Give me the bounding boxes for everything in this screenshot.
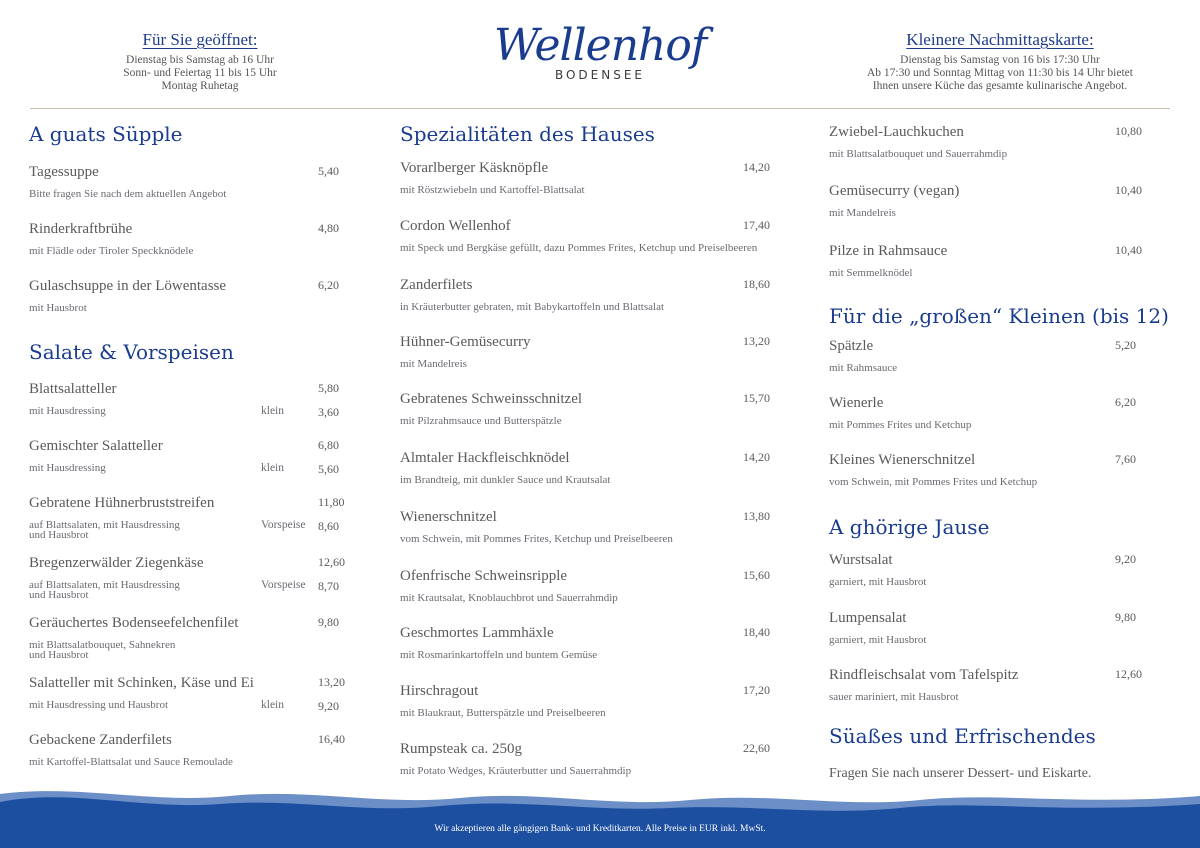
- menu-item-price: 6,20: [1115, 395, 1136, 409]
- afternoon-menu-line: Ihnen unsere Küche das gesamte kulinarische Angebot.: [872, 80, 1128, 92]
- menu-item-description: mit Mandelreis: [829, 207, 896, 219]
- menu-item-name: Pilze in Rahmsauce: [829, 243, 948, 259]
- menu-item-name: Cordon Wellenhof: [400, 218, 511, 234]
- menu-item-name: Wienerle: [829, 395, 884, 411]
- menu-item-name: Tagessuppe: [29, 164, 99, 180]
- menu-item-name: Hühner-Gemüsecurry: [400, 334, 531, 350]
- menu-item-description: mit Blattsalatbouquet und Sauerrahmdip: [829, 148, 1008, 160]
- menu-item: [829, 667, 1169, 702]
- menu-item-description: mit Blaukraut, Butterspätzle und Preiselbeeren: [400, 707, 606, 719]
- menu-item-description: mit Hausdressing: [29, 405, 106, 417]
- menu-item: [29, 278, 349, 313]
- menu-item-size-label: Vorspeise: [261, 519, 306, 531]
- menu-item-name: Geräuchertes Bodenseefelchenfilet: [29, 615, 239, 631]
- section-title-salads: Salate & Vorspeisen: [29, 340, 234, 364]
- menu-item-price: 11,80: [318, 495, 345, 509]
- menu-item-size-price: 5,60: [318, 462, 339, 476]
- menu-item: [829, 552, 1169, 587]
- menu-item: [29, 495, 349, 540]
- menu-item: [829, 243, 1169, 278]
- menu-item: [400, 568, 790, 603]
- section-title-desserts: Süaßes und Erfrischendes: [829, 724, 1096, 748]
- menu-item-size-price: 3,60: [318, 405, 339, 419]
- menu-item-price: 17,20: [743, 683, 770, 697]
- logo-subtitle: BODENSEE: [554, 68, 646, 82]
- menu-item-description: mit Mandelreis: [400, 358, 467, 370]
- menu-item: [400, 683, 790, 718]
- menu-item-name: Blattsalatteller: [29, 381, 117, 397]
- menu-item-name: Kleines Wienerschnitzel: [829, 452, 976, 468]
- menu-item: [829, 395, 1169, 430]
- menu-item-name: Salatteller mit Schinken, Käse und Ei: [29, 675, 254, 691]
- menu-item-description: mit Semmelknödel: [829, 267, 913, 279]
- menu-item-name: Zanderfilets: [400, 277, 473, 293]
- menu-item-description: mit Hausdressing und Hausbrot: [29, 699, 169, 711]
- menu-item-name: Geschmortes Lammhäxle: [400, 625, 554, 641]
- menu-item-price: 15,60: [743, 568, 770, 582]
- menu-item-description: in Kräuterbutter gebraten, mit Babykartoffeln und Blattsalat: [400, 301, 665, 313]
- menu-item: [829, 452, 1169, 487]
- section-title-snacks: A ghörige Jause: [829, 515, 990, 539]
- menu-item-description: im Brandteig, mit dunkler Sauce und Krautsalat: [400, 474, 611, 486]
- section-title-kids: Für die „großen“ Kleinen (bis 12): [829, 304, 1169, 328]
- opening-hours-line: Dienstag bis Samstag ab 16 Uhr: [126, 54, 274, 66]
- menu-item-size-price: 8,70: [318, 579, 339, 593]
- menu-item: [29, 732, 349, 767]
- menu-item-name: Gebratenes Schweinsschnitzel: [400, 391, 583, 407]
- menu-item: [29, 381, 349, 419]
- menu-item-price: 5,40: [318, 164, 339, 178]
- menu-item: [29, 438, 349, 476]
- menu-item-size-price: 9,20: [318, 699, 339, 713]
- menu-item: [400, 625, 790, 660]
- menu-item-size-label: Vorspeise: [261, 579, 306, 591]
- menu-item-description: garniert, mit Hausbrot: [829, 634, 927, 646]
- menu-item: [400, 277, 790, 312]
- opening-hours-title: Für Sie geöffnet:: [142, 30, 258, 49]
- menu-item: [29, 675, 349, 713]
- menu-item-size-label: klein: [261, 699, 284, 711]
- menu-item-description: mit Pilzrahmsauce und Butterspätzle: [400, 415, 562, 427]
- menu-item-description: Bitte fragen Sie nach dem aktuellen Angebot: [29, 188, 227, 200]
- section-title-specialties: Spezialitäten des Hauses: [400, 122, 655, 146]
- wave-decoration: [0, 780, 1200, 848]
- menu-item: [29, 164, 349, 199]
- menu-item-price: 18,60: [743, 277, 770, 291]
- menu-item-description: mit Rahmsauce: [829, 362, 898, 374]
- menu-item-price: 4,80: [318, 221, 339, 235]
- menu-item-description: auf Blattsalaten, mit Hausdressing und Hausbrot: [29, 519, 180, 541]
- menu-item-description: garniert, mit Hausbrot: [829, 576, 927, 588]
- menu-item-price: 6,80: [318, 438, 339, 452]
- menu-item-name: Almtaler Hackfleischknödel: [400, 450, 570, 466]
- menu-item-description: mit Röstzwiebeln und Kartoffel-Blattsalat: [400, 184, 585, 196]
- menu-item-description: vom Schwein, mit Pommes Frites und Ketchup: [829, 476, 1038, 488]
- opening-hours: [100, 30, 300, 93]
- menu-item-name: Vorarlberger Käsknöpfle: [400, 160, 549, 176]
- menu-item: [29, 221, 349, 256]
- logo-wordmark: Wellenhof: [493, 20, 707, 71]
- menu-item-name: Gemüsecurry (vegan): [829, 183, 960, 199]
- menu-item-description: mit Blattsalatbouquet, Sahnekren und Hausbrot: [29, 639, 176, 661]
- menu-item: [400, 160, 790, 195]
- menu-item-description: mit Potato Wedges, Kräuterbutter und Sauerrahmdip: [400, 765, 632, 777]
- menu-item-description: auf Blattsalaten, mit Hausdressing und Hausbrot: [29, 579, 180, 601]
- menu-item: [400, 509, 790, 544]
- menu-item-description: mit Pommes Frites und Ketchup: [829, 419, 972, 431]
- menu-item-description: mit Flädle oder Tiroler Speckknödele: [29, 245, 194, 257]
- menu-item-name: Hirschragout: [400, 683, 479, 699]
- menu-item: [829, 338, 1169, 373]
- menu-item: [829, 124, 1169, 159]
- menu-item-price: 18,40: [743, 625, 770, 639]
- menu-item-price: 13,20: [318, 675, 345, 689]
- menu-item: [29, 555, 349, 600]
- menu-item-description: mit Speck und Bergkäse gefüllt, dazu Pommes Frites, Ketchup und Preiselbeeren: [400, 242, 758, 254]
- menu-item-name: Rinderkraftbrühe: [29, 221, 133, 237]
- menu-item-price: 17,40: [743, 218, 770, 232]
- menu-item-description: mit Hausbrot: [29, 302, 87, 314]
- menu-item-price: 16,40: [318, 732, 345, 746]
- menu-item: [829, 183, 1169, 218]
- menu-item-price: 14,20: [743, 450, 770, 464]
- menu-item-description: mit Rosmarinkartoffeln und buntem Gemüse: [400, 649, 598, 661]
- afternoon-menu-title: Kleinere Nachmittagskarte:: [906, 30, 1094, 49]
- afternoon-menu-info: [840, 30, 1160, 93]
- menu-item-name: Zwiebel-Lauchkuchen: [829, 124, 964, 140]
- menu-item-price: 10,80: [1115, 124, 1142, 138]
- menu-item-name: Wurstsalat: [829, 552, 893, 568]
- menu-item-price: 22,60: [743, 741, 770, 755]
- menu-item: [29, 615, 349, 660]
- afternoon-menu-line: Ab 17:30 und Sonntag Mittag von 11:30 bis 14 Uhr bietet: [867, 67, 1133, 79]
- menu-item: [400, 450, 790, 485]
- menu-item-price: 7,60: [1115, 452, 1136, 466]
- menu-item: [400, 218, 790, 253]
- afternoon-menu-line: Dienstag bis Samstag von 16 bis 17:30 Uhr: [900, 54, 1100, 66]
- dessert-note: Fragen Sie nach unserer Dessert- und Eiskarte.: [829, 766, 1092, 781]
- menu-item-name: Spätzle: [829, 338, 874, 354]
- menu-item: [400, 741, 790, 776]
- menu-item-name: Gebratene Hühnerbruststreifen: [29, 495, 215, 511]
- menu-item-name: Gulaschsuppe in der Löwentasse: [29, 278, 227, 294]
- menu-item-name: Lumpensalat: [829, 610, 907, 626]
- menu-item-price: 9,20: [1115, 552, 1136, 566]
- menu-item-price: 6,20: [318, 278, 339, 292]
- menu-item-name: Ofenfrische Schweinsripple: [400, 568, 568, 584]
- menu-item: [400, 391, 790, 426]
- menu-item-name: Wienerschnitzel: [400, 509, 497, 525]
- restaurant-logo: [470, 22, 730, 82]
- menu-item: [400, 334, 790, 369]
- menu-item-price: 5,20: [1115, 338, 1136, 352]
- section-title-soups: A guats Süpple: [29, 122, 183, 146]
- menu-item-name: Gebackene Zanderfilets: [29, 732, 172, 748]
- menu-item-size-price: 8,60: [318, 519, 339, 533]
- menu-item-size-label: klein: [261, 405, 284, 417]
- menu-item-price: 15,70: [743, 391, 770, 405]
- menu-item-name: Gemischter Salatteller: [29, 438, 163, 454]
- header-divider: [30, 108, 1170, 109]
- menu-item-price: 10,40: [1115, 243, 1142, 257]
- menu-item-price: 13,80: [743, 509, 770, 523]
- menu-item-price: 12,60: [318, 555, 345, 569]
- menu-item-description: vom Schwein, mit Pommes Frites, Ketchup und Preiselbeeren: [400, 533, 673, 545]
- menu-item-description: mit Kartoffel-Blattsalat und Sauce Remoulade: [29, 756, 233, 768]
- footer-payment-note: Wir akzeptieren alle gängigen Bank- und Kreditkarten. Alle Preise in EUR inkl. MwSt.: [434, 824, 766, 834]
- opening-hours-line: Sonn- und Feiertag 11 bis 15 Uhr: [123, 67, 277, 79]
- opening-hours-line: Montag Ruhetag: [161, 80, 239, 92]
- menu-item-price: 10,40: [1115, 183, 1142, 197]
- menu-item: [829, 610, 1169, 645]
- menu-item-price: 14,20: [743, 160, 770, 174]
- menu-item-description: mit Hausdressing: [29, 462, 106, 474]
- menu-item-size-label: klein: [261, 462, 284, 474]
- menu-item-description: mit Krautsalat, Knoblauchbrot und Sauerrahmdip: [400, 592, 618, 604]
- menu-item-name: Bregenzerwälder Ziegenkäse: [29, 555, 204, 571]
- menu-item-description: sauer mariniert, mit Hausbrot: [829, 691, 959, 703]
- menu-item-price: 13,20: [743, 334, 770, 348]
- menu-item-price: 9,80: [318, 615, 339, 629]
- menu-item-price: 12,60: [1115, 667, 1142, 681]
- menu-item-name: Rumpsteak ca. 250g: [400, 741, 523, 757]
- menu-item-name: Rindfleischsalat vom Tafelspitz: [829, 667, 1019, 683]
- menu-item-price: 9,80: [1115, 610, 1136, 624]
- menu-item-price: 5,80: [318, 381, 339, 395]
